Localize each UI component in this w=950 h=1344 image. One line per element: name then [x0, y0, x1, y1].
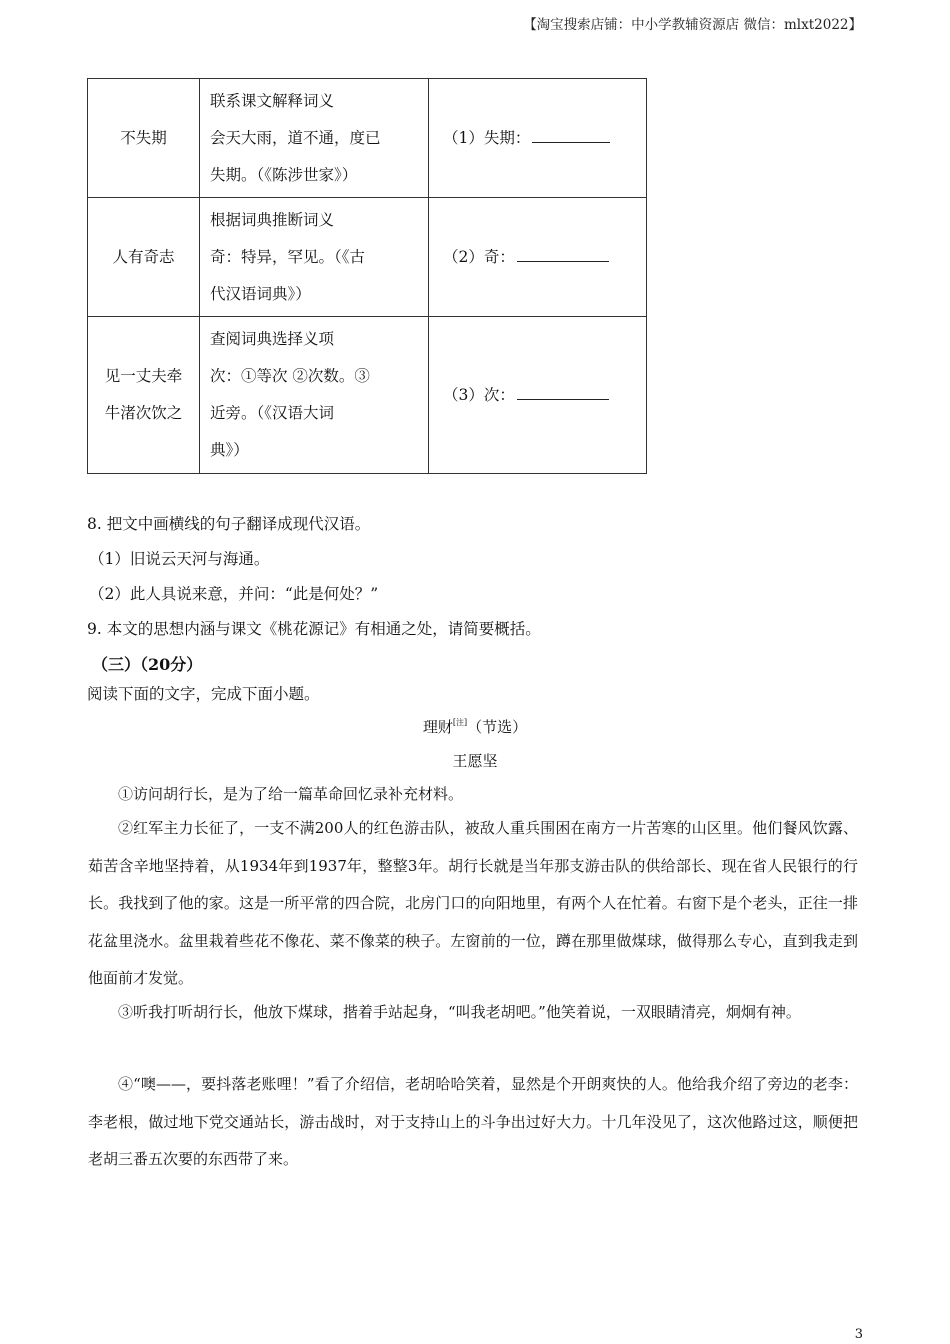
phrase-text: 不失期	[120, 128, 167, 147]
article-paragraph: ④“噢——，要抖落老账哩！”看了介绍信，老胡哈哈笑着，显然是个开朗爽快的人。他给我介绍了旁边的老李：李老根，做过地下党交通站长，游击战时，对于支持山上的斗争出过好大力。十几年没见了，这次他路过这，顺便把老胡三番五次要的东西带了来。	[88, 1075, 858, 1168]
article-author: 王愿坚	[452, 752, 498, 770]
article-title-text: 理财	[422, 718, 453, 736]
method-text: 查阅词典选择义项	[210, 330, 335, 348]
answer-blank	[532, 126, 610, 143]
table-row	[88, 317, 647, 474]
phrase-text: 人有奇志	[112, 247, 175, 266]
method-text: 代汉语词典》）	[210, 284, 311, 303]
method-text: 次：①等次 ②次数。③	[210, 367, 370, 385]
phrase-cell	[88, 198, 200, 317]
answer-label: （1）失期：	[443, 128, 531, 147]
answer-label: （2）奇：	[443, 247, 515, 266]
phrase-text: 牛渚次饮之	[104, 404, 183, 422]
page-number: 3	[854, 1327, 863, 1342]
answer-blank	[517, 245, 609, 262]
table-row	[88, 79, 647, 198]
phrase-cell	[88, 317, 200, 474]
question-8: 8. 把文中画横线的句子翻译成现代汉语。	[87, 515, 371, 533]
table-row	[88, 198, 647, 317]
method-text: 奇：特异，罕见。（《古	[210, 247, 366, 266]
article-paragraph: ③听我打听胡行长，他放下煤球，揩着手站起身，“叫我老胡吧。”他笑着说，一双眼睛清亮，炯炯有神。	[118, 1003, 801, 1021]
article-title-suffix: （节选）	[467, 718, 528, 736]
method-text: 联系课文解释词义	[210, 91, 335, 110]
question-9: 9. 本文的思想内涵与课文《桃花源记》有相通之处，请简要概括。	[87, 620, 541, 638]
method-text: 失期。（《陈涉世家》）	[210, 165, 358, 184]
answer-cell	[429, 317, 647, 474]
method-cell	[200, 317, 429, 474]
section-instruction: 阅读下面的文字，完成下面小题。	[87, 685, 320, 703]
method-text: 根据词典推断词义	[210, 210, 335, 229]
method-text: 近旁。（《汉语大词	[210, 404, 335, 422]
method-cell	[200, 79, 429, 198]
article-title	[0, 716, 950, 737]
answer-blank	[517, 383, 609, 400]
article-paragraph: ②红军主力长征了，一支不满200人的红色游击队，被敌人重兵围困在南方一片苦寒的山区里。他们餐风饮露、茹苦含辛地坚持着，从1934年到1937年，整整3年。胡行长就是当年那支游击队的供给部长、现在省人民银行的行长。我找到了他的家。这是一所平常的四合院，北房门口的向阳地里，有两个人在忙着。右窗下是个老头，正往一排花盆里浇水。盆里栽着些花不像花、菜不像菜的秧子。左窗前的一位，蹲在那里做煤球，做得那么专心，直到我走到他面前才发觉。	[88, 819, 858, 987]
method-text: 典》）	[210, 441, 249, 459]
question-8-2: （2）此人具说来意，并问：“此是何处？”	[89, 585, 379, 603]
phrase-text: 见一丈夫牵	[104, 367, 183, 385]
article-paragraph: ①访问胡行长，是为了给一篇革命回忆录补充材料。	[118, 785, 464, 803]
method-cell	[200, 198, 429, 317]
method-text: 会天大雨，道不通，度已	[210, 128, 381, 147]
note-mark: [注]	[452, 718, 468, 727]
answer-cell	[429, 79, 647, 198]
vocabulary-table	[87, 78, 647, 474]
section-heading: （三）（20分）	[92, 655, 203, 674]
phrase-cell	[88, 79, 200, 198]
answer-label: （3）次：	[443, 385, 515, 404]
page-header: 【淘宝搜索店铺：中小学教辅资源店 微信：mlxt2022】	[523, 17, 862, 33]
answer-cell	[429, 198, 647, 317]
question-8-1: （1）旧说云天河与海通。	[89, 550, 270, 568]
